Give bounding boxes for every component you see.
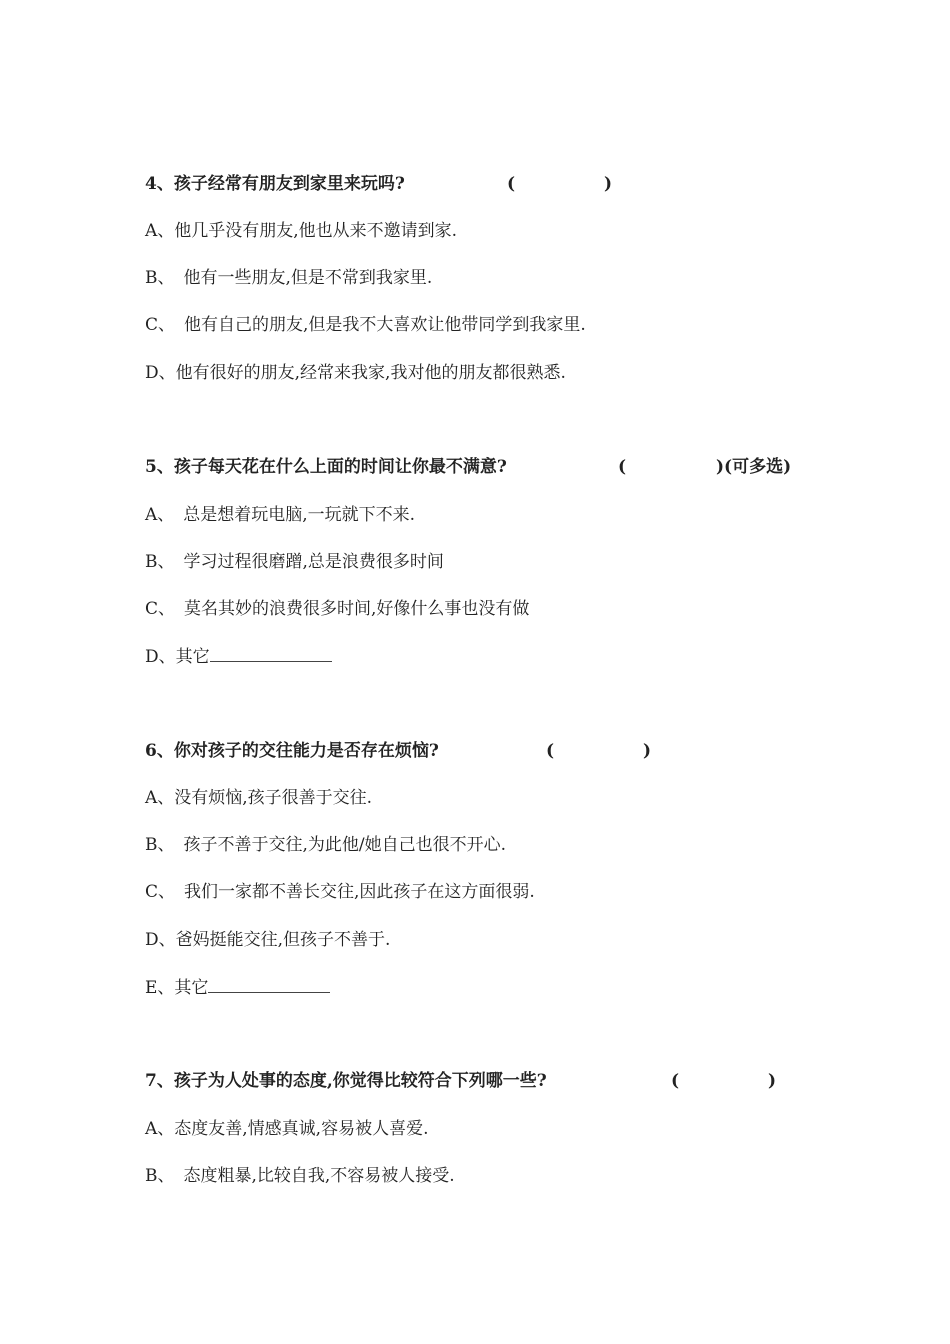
option-letter: C、 [145, 315, 176, 335]
fill-in-blank[interactable] [208, 975, 330, 993]
option-text: 其它 [174, 978, 209, 998]
question-4-paren-open: ( [507, 174, 516, 194]
option-text: 其它 [175, 647, 210, 667]
option-letter: B、 [145, 835, 175, 855]
question-5-option-a [145, 503, 415, 527]
option-text: 莫名其妙的浪费很多时间,好像什么事也没有做 [184, 599, 530, 619]
question-5-paren-close: )(可多选) [716, 457, 792, 477]
option-letter: B、 [145, 268, 175, 288]
question-4-option-d [145, 361, 566, 385]
option-text: 他有很好的朋友,经常来我家,我对他的朋友都很熟悉. [175, 363, 566, 383]
question-7-option-a [145, 1117, 429, 1141]
option-letter: E、 [145, 978, 175, 998]
question-4-option-b [145, 266, 432, 290]
question-6-paren-close: ) [643, 741, 652, 761]
option-text: 他几乎没有朋友,他也从来不邀请到家. [174, 221, 458, 241]
question-5-paren-open: ( [618, 457, 627, 477]
question-5-title: 5、孩子每天花在什么上面的时间让你最不满意? [145, 457, 507, 477]
question-4-option-c [145, 313, 586, 337]
option-letter: D、 [145, 363, 176, 383]
question-6-option-c [145, 880, 535, 904]
question-4-title: 4、孩子经常有朋友到家里来玩吗? [145, 174, 405, 194]
option-letter: A、 [145, 221, 175, 241]
option-text: 没有烦恼,孩子很善于交往. [174, 788, 373, 808]
option-text: 总是想着玩电脑,一玩就下不来. [183, 505, 416, 525]
question-7-paren-close: ) [768, 1071, 777, 1091]
option-letter: D、 [145, 647, 176, 667]
option-letter: D、 [145, 930, 176, 950]
option-text: 爸妈挺能交往,但孩子不善于. [175, 930, 391, 950]
option-letter: A、 [145, 505, 175, 525]
option-text: 态度友善,情感真诚,容易被人喜爱. [174, 1119, 429, 1139]
question-5-option-c [145, 597, 529, 621]
option-letter: B、 [145, 1166, 175, 1186]
question-6-paren-open: ( [546, 741, 555, 761]
question-7-title: 7、孩子为人处事的态度,你觉得比较符合下列哪一些? [145, 1071, 547, 1091]
option-letter: C、 [145, 599, 176, 619]
question-6-option-b [145, 833, 506, 857]
option-text: 我们一家都不善长交往,因此孩子在这方面很弱. [184, 882, 535, 902]
option-letter: A、 [145, 1119, 175, 1139]
option-text: 他有一些朋友,但是不常到我家里. [183, 268, 433, 288]
option-letter: C、 [145, 882, 176, 902]
option-text: 孩子不善于交往,为此他/她自己也很不开心. [183, 835, 507, 855]
option-text: 学习过程很磨蹭,总是浪费很多时间 [183, 552, 444, 572]
question-7-paren-open: ( [671, 1071, 680, 1091]
question-6-option-a [145, 786, 372, 810]
fill-in-blank[interactable] [210, 644, 332, 662]
question-5-option-b [145, 550, 444, 574]
question-7-option-b [145, 1164, 455, 1188]
question-4-option-a [145, 219, 457, 243]
option-letter: B、 [145, 552, 175, 572]
option-text: 态度粗暴,比较自我,不容易被人接受. [183, 1166, 455, 1186]
question-5-option-d [145, 644, 332, 669]
question-6-option-e [145, 975, 330, 1000]
question-6-option-d [145, 928, 390, 952]
option-text: 他有自己的朋友,但是我不大喜欢让他带同学到我家里. [184, 315, 586, 335]
option-letter: A、 [145, 788, 175, 808]
question-4-paren-close: ) [604, 174, 613, 194]
question-6-title: 6、你对孩子的交往能力是否存在烦恼? [145, 741, 439, 761]
